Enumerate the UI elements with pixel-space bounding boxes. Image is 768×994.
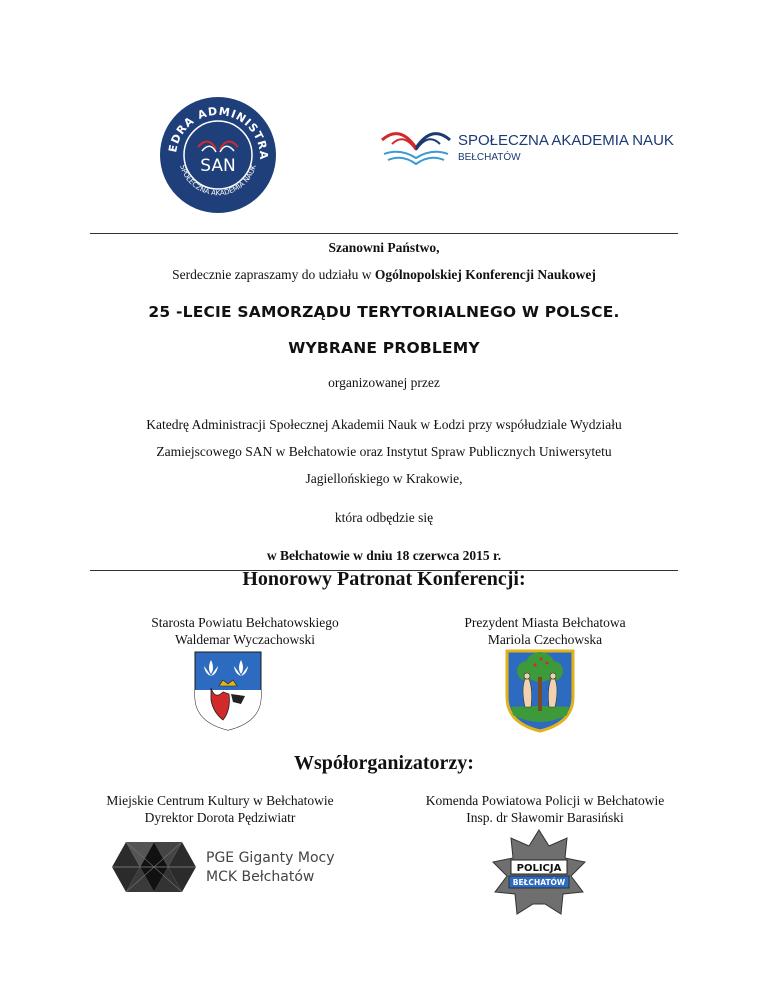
police-bottom-text: BEŁCHATÓW [512,878,566,887]
katedra-logo [158,95,278,215]
patron-right-title: Prezydent Miasta Bełchatowa [464,615,626,630]
conference-title-line2: WYBRANE PROBLEMY [288,339,480,357]
patron-left-name: Waldemar Wyczachowski [175,632,315,647]
pge-mck-logo [112,836,335,900]
invitation: Serdecznie zapraszamy do udziału w Ogólnopolskiej Konferencji Naukowej [172,267,596,282]
coorganizer-left-title: Miejskie Centrum Kultury w Bełchatowie [106,793,334,808]
city-coat-of-arms [505,649,575,733]
organizers-line3: Jagiellońskiego w Krakowie, [305,471,463,486]
greeting: Szanowni Państwo, [328,240,440,255]
patron-right [395,614,695,648]
which-takes-place: która odbędzie się [334,510,434,525]
organized-by: organizowanej przez [328,375,440,390]
patron-left-title: Starosta Powiatu Bełchatowskiego [151,615,339,630]
organizers-line1: Katedrę Administracji Społecznej Akademii Nauk w Łodzi przy współudziale Wydziału [146,417,622,432]
pge-logo-line2: MCK Bełchatów [206,869,315,885]
san-logo-line1: SPOŁECZNA AKADEMIA NAUK [458,132,674,149]
coorganizer-right-name: Insp. dr Sławomir Barasiński [466,810,624,825]
conference-title-line1: 25 -LECIE SAMORZĄDU TERYTORIALNEGO W POLSCE. [148,303,620,321]
coorganizer-right-title: Komenda Powiatowa Policji w Bełchatowie [425,793,665,808]
patron-left [95,614,395,648]
patronage-heading: Honorowy Patronat Konferencji: [242,568,526,590]
coorganizer-left-name: Dyrektor Dorota Pędziwiatr [144,810,296,825]
katedra-center-text: SAN [200,156,236,176]
patron-right-name: Mariola Czechowska [487,632,603,647]
san-logo [378,118,674,188]
pge-logo-line1: PGE Giganty Mocy [206,850,335,866]
coorganizer-left [60,792,380,826]
county-coat-of-arms [193,650,263,732]
coorganizers-heading: Współorganizatorzy: [294,752,474,774]
police-star-logo [489,828,589,918]
top-divider [90,233,678,234]
katedra-ring-text: EDRA ADMINISTRA [166,104,271,161]
organizers-line2: Zamiejscowego SAN w Bełchatowie oraz Instytut Spraw Publicznych Uniwersytetu [156,444,612,459]
coorganizer-right [385,792,705,826]
date-place: w Bełchatowie w dniu 18 czerwca 2015 r. [266,548,502,563]
katedra-bottom-text: SPOŁECZNA AKADEMIA NAUK [178,163,258,198]
san-logo-line2: BEŁCHATÓW [458,152,521,163]
police-top-text: POLICJA [516,863,562,874]
